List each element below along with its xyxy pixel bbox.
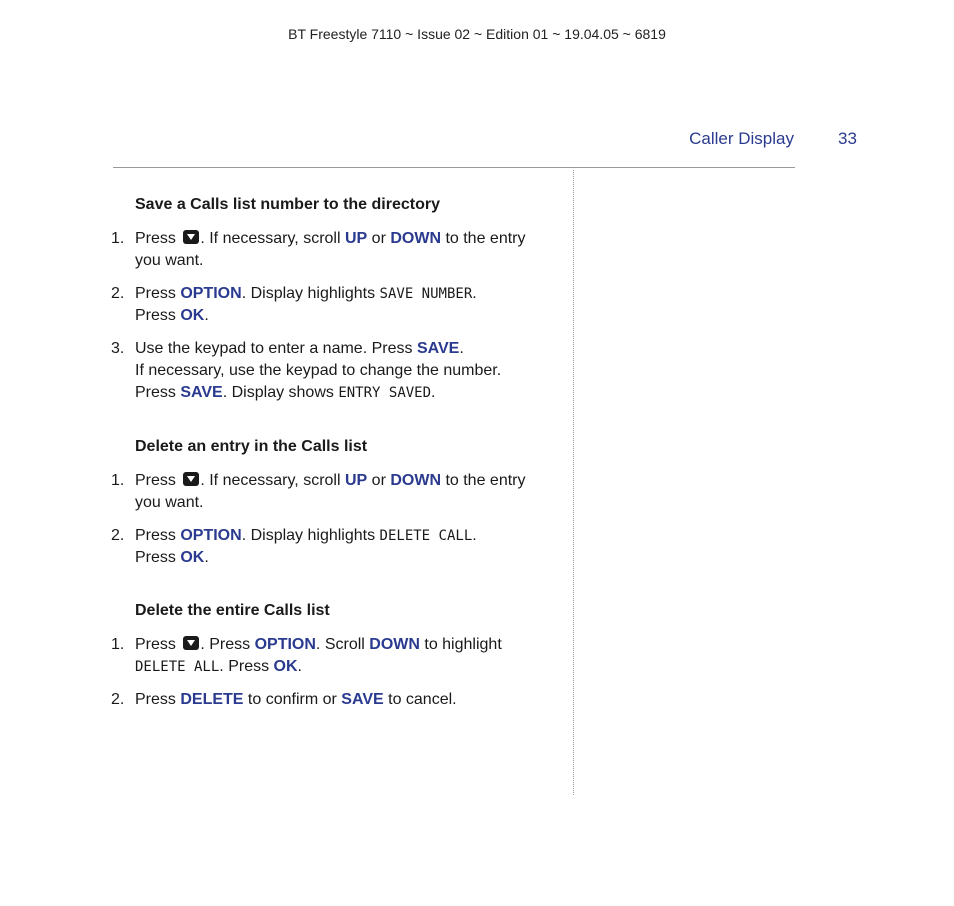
list-item xyxy=(111,689,551,711)
display-text: ENTRY SAVED xyxy=(338,385,432,401)
section-title-delete-all: Delete the entire Calls list xyxy=(135,602,330,619)
display-text: DELETE CALL xyxy=(379,528,473,544)
document-meta: BT Freestyle 7110 ~ Issue 02 ~ Edition 01 ~ 19.04.05 ~ 6819 xyxy=(288,26,666,42)
step-number: 2. xyxy=(111,285,125,302)
step-number: 1. xyxy=(111,472,125,489)
step-text: Press . If necessary, scroll UP or DOWN to the entry you want. xyxy=(135,472,526,511)
step-number: 3. xyxy=(111,340,125,357)
calls-key-icon xyxy=(182,635,200,651)
display-text: SAVE NUMBER xyxy=(379,286,473,302)
list-item xyxy=(111,525,551,569)
list-item xyxy=(111,338,551,404)
step-text: Press DELETE to confirm or SAVE to cancel. xyxy=(135,691,457,708)
display-text: DELETE ALL xyxy=(135,659,220,675)
list-item xyxy=(111,283,551,327)
column-divider xyxy=(573,170,574,795)
page-number: 33 xyxy=(838,129,857,148)
step-number: 1. xyxy=(111,636,125,653)
list-item xyxy=(111,470,551,514)
section-title-save: Save a Calls list number to the directory xyxy=(135,196,440,213)
header-rule xyxy=(113,167,795,168)
step-text: Use the keypad to enter a name. Press SAVE. If necessary, use the keypad to change the number. Press SAVE. Display shows ENTRY SAVED. xyxy=(135,340,502,401)
list-item xyxy=(111,228,551,272)
step-number: 2. xyxy=(111,527,125,544)
calls-key-icon xyxy=(182,471,200,487)
step-number: 1. xyxy=(111,230,125,247)
step-text: Press . Press OPTION. Scroll DOWN to highlight DELETE ALL. Press OK. xyxy=(135,636,502,675)
step-text: Press OPTION. Display highlights DELETE CALL. Press OK. xyxy=(135,527,477,566)
list-item xyxy=(111,634,551,678)
step-number: 2. xyxy=(111,691,125,708)
step-text: Press OPTION. Display highlights SAVE NUMBER. Press OK. xyxy=(135,285,477,324)
running-head: Caller Display xyxy=(689,129,794,148)
step-text: Press . If necessary, scroll UP or DOWN to the entry you want. xyxy=(135,230,526,269)
calls-key-icon xyxy=(182,229,200,245)
section-title-delete-entry: Delete an entry in the Calls list xyxy=(135,438,368,455)
